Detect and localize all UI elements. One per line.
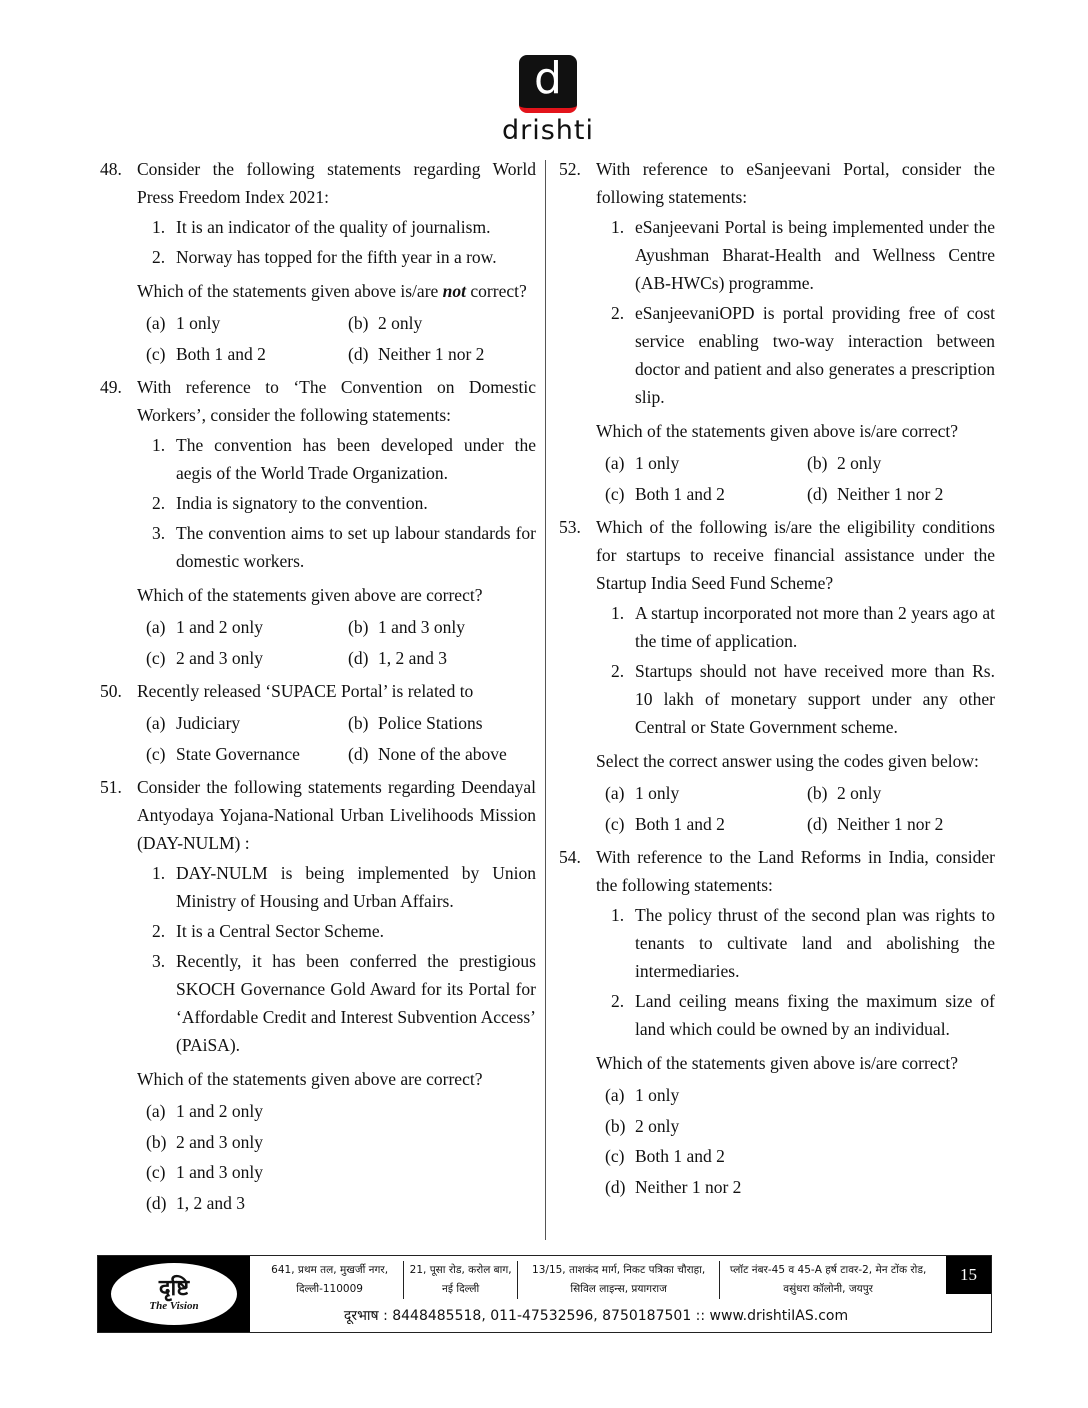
answer-options	[137, 612, 536, 673]
option-letter: (a)	[146, 1101, 166, 1121]
statement-number: 2.	[152, 493, 166, 513]
answer-option	[605, 1111, 995, 1142]
statement-number: 1.	[611, 905, 625, 925]
answer-option	[807, 479, 995, 510]
answer-options	[137, 1096, 536, 1218]
answer-option	[605, 1172, 995, 1203]
statement	[596, 657, 995, 741]
question	[100, 677, 536, 769]
option-letter: (a)	[605, 453, 625, 473]
answer-option	[146, 1157, 536, 1188]
option-letter: (d)	[348, 743, 369, 764]
option-text: 2 only	[378, 313, 423, 333]
answer-options	[596, 1080, 995, 1202]
option-letter: (d)	[348, 343, 369, 364]
option-letter: (b)	[348, 713, 369, 733]
question-prompt: Which of the statements given above are correct?	[137, 585, 483, 605]
answer-option	[605, 479, 807, 510]
question-stem: Consider the following statements regarding Deendayal Antyodaya Yojana-National Urban Livelihoods Mission (DAY-NULM) :	[137, 777, 536, 853]
answer-option	[146, 708, 348, 739]
option-letter: (a)	[146, 617, 166, 637]
answer-option	[348, 308, 536, 339]
statement-number: 1.	[152, 217, 166, 237]
statement-number: 2.	[152, 247, 166, 267]
option-letter: (c)	[605, 1146, 625, 1166]
option-letter: (c)	[146, 647, 166, 668]
option-text: 2 and 3 only	[176, 1131, 264, 1152]
answer-option	[146, 1096, 536, 1127]
answer-option	[146, 1127, 536, 1158]
drishti-logo	[498, 52, 598, 147]
option-letter: (c)	[605, 813, 625, 834]
page-footer	[97, 1255, 992, 1333]
logo-letter: d	[534, 52, 562, 104]
option-text: 2 only	[837, 783, 882, 803]
answer-options	[596, 778, 995, 839]
statement-text: Startups should not have received more than Rs. 10 lakh of monetary support under any other Central or State Government scheme.	[635, 661, 995, 737]
question-number: 53.	[559, 517, 581, 537]
question-stem: Consider the following statements regarding World Press Freedom Index 2021:	[137, 159, 536, 207]
option-text: 1 only	[176, 313, 221, 333]
statement-text: The convention aims to set up labour standards for domestic workers.	[176, 523, 536, 571]
logo-wordmark: drishti	[501, 115, 594, 146]
answer-option	[348, 739, 536, 770]
answer-options	[137, 308, 536, 369]
statement	[137, 431, 536, 487]
question	[559, 155, 995, 509]
option-letter: (c)	[146, 343, 166, 364]
answer-option	[146, 739, 348, 770]
option-text: Neither 1 nor 2	[635, 1176, 742, 1197]
answer-option	[348, 612, 536, 643]
question-number: 49.	[100, 377, 122, 397]
footer-addresses	[256, 1261, 936, 1299]
option-letter: (a)	[605, 783, 625, 803]
statement-number: 1.	[152, 863, 166, 883]
statement	[137, 489, 536, 517]
statement-text: Land ceiling means fixing the maximum size of land which could be owned by an individual.	[635, 991, 995, 1039]
question-prompt: Which of the statements given above is/are correct?	[596, 1053, 958, 1073]
question-prompt: Select the correct answer using the codes given below:	[596, 751, 979, 771]
question-stem: Recently released ‘SUPACE Portal’ is related to	[137, 681, 474, 701]
question-number: 54.	[559, 847, 581, 867]
option-text: 1 only	[635, 1085, 680, 1105]
statement-text: Recently, it has been conferred the prestigious SKOCH Governance Gold Award for its Portal for ‘Affordable Credit and Interest Subvention Access’ (PAiSA).	[176, 951, 536, 1055]
option-letter: (b)	[807, 453, 828, 473]
column-divider	[545, 160, 546, 1240]
option-letter: (b)	[348, 617, 369, 637]
statement	[596, 599, 995, 655]
question-stem: With reference to ‘The Convention on Domestic Workers’, consider the following statements:	[137, 377, 536, 425]
statement	[137, 859, 536, 915]
logo-mark	[519, 52, 577, 113]
address-jaipur: प्लॉट नंबर-45 व 45-A हर्ष टावर-2, मेन टोंक रोड, वसुंधरा कॉलोनी, जयपुर	[729, 1264, 927, 1295]
statement	[137, 947, 536, 1059]
statement-number: 2.	[611, 661, 625, 681]
option-text: Neither 1 nor 2	[837, 483, 944, 504]
answer-options	[137, 708, 536, 769]
option-text: 1 and 2 only	[176, 1101, 264, 1121]
answer-option	[348, 643, 536, 674]
answer-option	[348, 339, 536, 370]
answer-option	[807, 778, 995, 809]
statement-number: 1.	[152, 435, 166, 455]
option-letter: (d)	[807, 813, 828, 834]
statement-text: Norway has topped for the fifth year in a row.	[176, 247, 497, 267]
statement-text: The policy thrust of the second plan was rights to tenants to cultivate land and abolishing the intermediaries.	[635, 905, 995, 981]
question-prompt: Which of the statements given above is/are not correct?	[137, 281, 527, 301]
option-text: 1, 2 and 3	[378, 647, 448, 668]
answer-option	[605, 778, 807, 809]
emphasis-not: not	[442, 281, 467, 301]
statement	[596, 213, 995, 297]
answer-option	[605, 809, 807, 840]
answer-option	[605, 448, 807, 479]
option-letter: (d)	[807, 483, 828, 504]
option-text: 2 only	[635, 1115, 680, 1136]
statement-text: It is an indicator of the quality of journalism.	[176, 217, 491, 237]
left-column	[100, 155, 536, 1222]
page-number: 15	[946, 1256, 991, 1294]
answer-option	[807, 448, 995, 479]
option-letter: (d)	[605, 1176, 626, 1197]
answer-option	[605, 1141, 995, 1172]
question-prompt: Which of the statements given above is/are correct?	[596, 421, 958, 441]
statement-text: It is a Central Sector Scheme.	[176, 921, 384, 941]
question-number: 52.	[559, 159, 581, 179]
question	[100, 155, 536, 369]
option-text: Police Stations	[378, 713, 483, 733]
option-text: None of the above	[378, 743, 507, 764]
question-prompt: Which of the statements given above are correct?	[137, 1069, 483, 1089]
question	[559, 513, 995, 839]
option-letter: (b)	[146, 1131, 167, 1152]
option-text: Both 1 and 2	[635, 813, 725, 834]
statement-number: 2.	[611, 991, 625, 1011]
question-stem: With reference to eSanjeevani Portal, consider the following statements:	[596, 159, 995, 207]
option-text: 2 and 3 only	[176, 647, 264, 668]
statement-text: DAY-NULM is being implemented by Union Ministry of Housing and Urban Affairs.	[176, 863, 536, 911]
statement-number: 1.	[611, 217, 625, 237]
option-text: 1 only	[635, 783, 680, 803]
answer-option	[146, 1188, 536, 1219]
option-text: 2 only	[837, 453, 882, 473]
statement	[596, 299, 995, 411]
answer-option	[605, 1080, 995, 1111]
option-letter: (c)	[146, 743, 166, 764]
option-text: 1, 2 and 3	[176, 1192, 246, 1213]
question	[100, 373, 536, 673]
question	[100, 773, 536, 1218]
option-text: 1 and 3 only	[378, 617, 466, 637]
address-delhi-mukherjee-nagar: 641, प्रथम तल, मुखर्जी नगर, दिल्ली-110009	[256, 1261, 404, 1299]
answer-options	[596, 448, 995, 509]
answer-option	[146, 339, 348, 370]
option-text: 1 and 2 only	[176, 617, 264, 637]
statement-text: eSanjeevaniOPD is portal providing free of cost service enabling two-way interaction between doctor and patient and also generates a prescription slip.	[635, 303, 995, 407]
statement	[596, 987, 995, 1043]
statement-number: 3.	[152, 523, 166, 543]
option-text: Neither 1 nor 2	[837, 813, 944, 834]
option-text: 1 and 3 only	[176, 1162, 264, 1182]
option-letter: (a)	[146, 713, 166, 733]
option-letter: (a)	[605, 1085, 625, 1105]
statement-number: 2.	[611, 303, 625, 323]
option-letter: (d)	[146, 1192, 167, 1213]
option-letter: (c)	[146, 1162, 166, 1182]
answer-option	[146, 612, 348, 643]
option-letter: (b)	[605, 1115, 626, 1136]
option-text: Judiciary	[176, 713, 241, 733]
statement	[137, 917, 536, 945]
statement	[137, 243, 536, 271]
right-column	[559, 155, 995, 1206]
footer-logo-text: दृष्टि	[158, 1275, 190, 1300]
statement	[137, 213, 536, 241]
option-letter: (d)	[348, 647, 369, 668]
statement-text: India is signatory to the convention.	[176, 493, 428, 513]
question-stem: Which of the following is/are the eligibility conditions for startups to receive financial assistance under the Startup India Seed Fund Scheme?	[596, 517, 995, 593]
statement-text: eSanjeevani Portal is being implemented under the Ayushman Bharat-Health and Wellness Centre (AB-HWCs) programme.	[635, 217, 995, 293]
statement-text: The convention has been developed under the aegis of the World Trade Organization.	[176, 435, 536, 483]
option-letter: (c)	[605, 483, 625, 504]
option-text: 1 only	[635, 453, 680, 473]
answer-option	[146, 308, 348, 339]
footer-contact: दूरभाष : 8448485518, 011-47532596, 8750187501 :: www.drishtiIAS.com	[343, 1308, 849, 1324]
option-text: State Governance	[176, 743, 300, 764]
option-letter: (b)	[807, 783, 828, 803]
footer-logo-subtitle: The Vision	[149, 1300, 199, 1312]
statement-number: 1.	[611, 603, 625, 623]
statement	[137, 519, 536, 575]
question-number: 51.	[100, 777, 122, 797]
footer-logo	[98, 1256, 250, 1332]
answer-option	[146, 643, 348, 674]
answer-option	[807, 809, 995, 840]
statement	[596, 901, 995, 985]
statement-number: 3.	[152, 951, 166, 971]
option-text: Both 1 and 2	[635, 1146, 725, 1166]
statement-text: A startup incorporated not more than 2 years ago at the time of application.	[635, 603, 995, 651]
option-letter: (b)	[348, 313, 369, 333]
question-number: 48.	[100, 159, 122, 179]
option-text: Neither 1 nor 2	[378, 343, 485, 364]
answer-option	[348, 708, 536, 739]
option-letter: (a)	[146, 313, 166, 333]
question	[559, 843, 995, 1202]
option-text: Both 1 and 2	[635, 483, 725, 504]
question-number: 50.	[100, 681, 122, 701]
statement-number: 2.	[152, 921, 166, 941]
address-delhi-karol-bagh: 21, पूसा रोड, करोल बाग, नई दिल्ली	[404, 1261, 518, 1299]
address-prayagraj: 13/15, ताशकंद मार्ग, निकट पत्रिका चौराहा, सिविल लाइन्स, प्रयागराज	[518, 1261, 720, 1299]
question-stem: With reference to the Land Reforms in India, consider the following statements:	[596, 847, 995, 895]
option-text: Both 1 and 2	[176, 343, 266, 364]
